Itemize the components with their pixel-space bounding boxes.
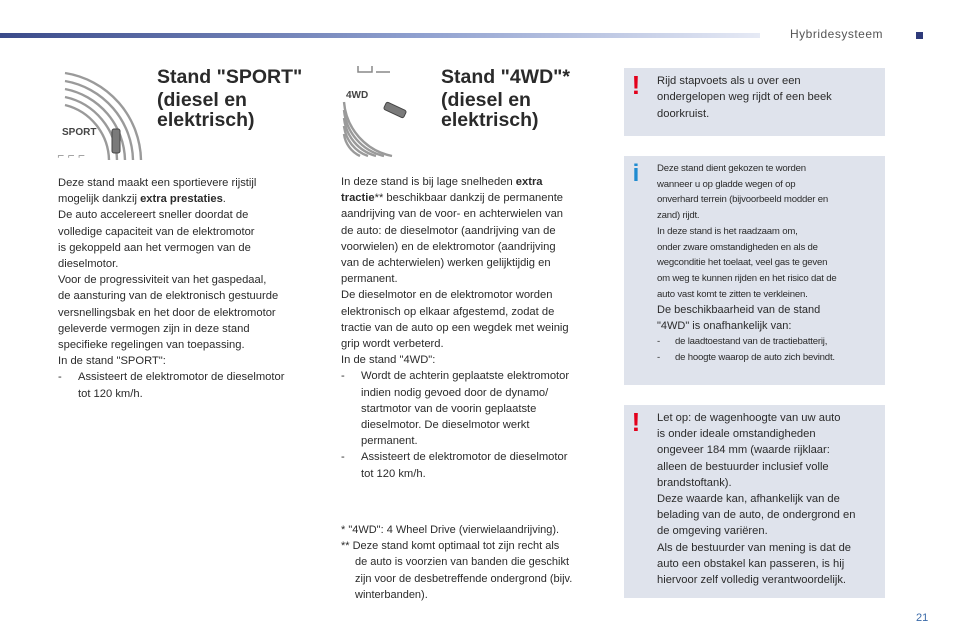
sport-title <box>157 66 302 89</box>
bullet-dash: - <box>341 370 345 383</box>
footnotes <box>341 522 606 603</box>
bold-term: tractie <box>341 192 375 205</box>
text-run: . <box>222 193 226 206</box>
text-line: zand) rijdt. <box>657 210 700 222</box>
bullet-text: startmotor van de voorin geplaatste <box>361 402 537 415</box>
text-line: wegconditie het toelaat, veel gas te geven <box>657 257 828 269</box>
warning-note-ground-clearance <box>624 405 885 598</box>
text-line: belading van de auto, de ondergrond en <box>657 509 856 522</box>
text-line: tractie van de auto op een wegdek met weinig <box>341 321 569 334</box>
text-line: aandrijving van de voor- en achterwielen van <box>341 208 564 221</box>
text-line <box>341 190 606 206</box>
warning-text <box>657 73 879 122</box>
svg-text:⌐ ⌐ ⌐: ⌐ ⌐ ⌐ <box>57 152 86 160</box>
bullet-text: Wordt de achterin geplaatste elektromotor <box>361 370 570 383</box>
text-run: ** beschikbaar dankzij de permanente <box>374 192 564 205</box>
info-icon: i <box>632 160 640 187</box>
bullet-dash: - <box>657 336 660 348</box>
text-line: In deze stand is het raadzaam om, <box>657 225 798 237</box>
footnote-traction-line: winterbanden). <box>355 588 428 601</box>
footnote-traction: ** Deze stand komt optimaal tot zijn recht als <box>341 540 560 553</box>
text-line: volledige capaciteit van de elektromotor <box>58 225 255 238</box>
4wd-title-line1: Stand "4WD"* <box>441 66 570 88</box>
text-line: "4WD" is onafhankelijk van: <box>657 320 792 333</box>
text-line: onder zware omstandigheden en als de <box>657 241 818 253</box>
text-line: Deze stand dient gekozen te worden <box>657 163 806 174</box>
text-line: wanneer u op gladde wegen of op <box>657 178 796 190</box>
4wd-title-line2: (diesel en <box>441 89 531 111</box>
page-number: 21 <box>916 612 929 624</box>
bold-term: extra prestaties <box>140 193 223 206</box>
bullet-text: tot 120 km/h. <box>361 467 426 480</box>
sport-title-line1: Stand "SPORT" <box>157 66 303 88</box>
text-line: permanent. <box>341 273 398 286</box>
bullet-text: indien nodig gevoed door de dynamo/ <box>361 386 549 399</box>
text-line: In de stand "SPORT": <box>58 355 166 368</box>
4wd-description <box>341 174 606 482</box>
bold-term: extra <box>515 176 543 188</box>
text-line: dieselmotor. <box>58 258 119 271</box>
sport-title-line2: (diesel en <box>157 89 247 111</box>
4wd-dial-label: 4WD <box>346 90 369 101</box>
text-line: auto vast komt te zitten te verkleinen. <box>657 288 808 300</box>
text-line: Let op: de wagenhoogte van uw auto <box>657 412 841 424</box>
warning-note-flooded-road <box>624 68 885 136</box>
bullet-text: Assisteert de elektromotor de dieselmotor <box>78 371 285 384</box>
text-line <box>341 174 606 190</box>
bullet-text: Assisteert de elektromotor de dieselmotor <box>361 451 568 464</box>
text-line: Rijd stapvoets als u over een <box>657 75 801 87</box>
text-line: ondergelopen weg rijdt of een beek <box>657 91 832 104</box>
bullet-dash: - <box>657 352 660 364</box>
warning-icon: ! <box>631 70 641 100</box>
4wd-title-line3: elektrisch) <box>441 109 539 131</box>
sport-title-line3: elektrisch) <box>157 109 255 131</box>
sport-dial-label: SPORT <box>62 127 97 138</box>
text-line: alleen de bestuurder inclusief volle <box>657 460 829 473</box>
text-line: Deze waarde kan, afhankelijk van de <box>657 493 840 506</box>
bullet-item <box>341 368 606 384</box>
bullet-text: tot 120 km/h. <box>78 387 143 400</box>
footnote-traction-line: zijn voor de desbetreffende ondergrond (bijv. <box>355 572 573 585</box>
text-line: is onder ideale omstandigheden <box>657 428 816 441</box>
info-note-4wd <box>624 156 885 385</box>
bullet-text: de laadtoestand van de tractiebatterij, <box>675 336 828 348</box>
text-line: ongeveer 184 mm (waarde rijklaar: <box>657 444 830 457</box>
text-line: versnellingsbak en het door de elektromotor <box>58 306 276 319</box>
text-run: mogelijk dankzij <box>58 193 141 206</box>
text-line: voorwielen) en de elektromotor (aandrijving <box>341 240 556 253</box>
text-line: specifieke regelingen van toepassing. <box>58 339 245 352</box>
text-line: In de stand "4WD": <box>341 354 436 367</box>
text-line <box>58 191 318 207</box>
bullet-dash: - <box>58 371 62 384</box>
text-line: doorkruist. <box>657 107 710 120</box>
text-line: elektronisch op elkaar afgestemd, zodat de <box>341 305 555 318</box>
text-run: In deze stand is bij lage snelheden <box>341 176 516 188</box>
bullet-item <box>657 350 885 366</box>
text-line: hiervoor zelf volledig verantwoordelijk. <box>657 574 847 587</box>
text-line: De auto accelereert sneller doordat de <box>58 209 249 222</box>
text-line: brandstoftank). <box>657 476 732 489</box>
text-line: Deze stand maakt een sportievere rijstijl <box>58 177 257 189</box>
sport-description <box>58 175 318 402</box>
4wd-title <box>441 66 570 89</box>
bullet-text: permanent. <box>361 435 418 448</box>
warning-icon: ! <box>631 407 641 437</box>
4wd-dial-illustration <box>340 62 430 160</box>
text-line: om weg te kunnen rijden en het risico dat de <box>657 272 837 284</box>
text-line: Als de bestuurder van mening is dat de <box>657 541 852 554</box>
text-line: de auto: de dieselmotor (aandrijving van de <box>341 224 556 237</box>
4wd-subtitle <box>441 90 539 130</box>
bullet-item <box>341 449 606 465</box>
text-line: Voor de progressiviteit van het gaspedaal, <box>58 274 267 287</box>
bullet-dash: - <box>341 451 345 464</box>
text-line: is gekoppeld aan het vermogen van de <box>58 241 251 254</box>
text-line: geleverde vermogen zijn in deze stand <box>58 322 250 335</box>
text-line: grip wordt verbeterd. <box>341 338 444 351</box>
text-line: De beschikbaarheid van de stand <box>657 304 821 317</box>
bullet-item <box>58 369 318 385</box>
sport-subtitle <box>157 90 255 130</box>
bullet-text: de hoogte waarop de auto zich bevindt. <box>675 352 835 364</box>
text-line: auto een obstakel kan passeren, is hij <box>657 557 845 570</box>
sport-dial-illustration <box>55 65 145 160</box>
warning-text <box>657 410 882 588</box>
text-line: de omgeving variëren. <box>657 525 768 538</box>
text-line: onverhard terrein (bijvoorbeeld modder en <box>657 194 828 206</box>
section-title: Hybridesysteem <box>790 27 884 41</box>
bullet-item <box>657 334 885 350</box>
footnote-4wd: * "4WD": 4 Wheel Drive (vierwielaandrijving). <box>341 524 560 536</box>
footnote-traction-line: de auto is voorzien van banden die geschikt <box>355 556 570 569</box>
header-marker <box>916 32 923 39</box>
bullet-text: dieselmotor. De dieselmotor werkt <box>361 419 530 432</box>
text-line: de aansturing van de elektronisch gestuurde <box>58 290 279 303</box>
text-line: De dieselmotor en de elektromotor worden <box>341 289 553 302</box>
header-bar <box>0 33 760 38</box>
info-text <box>657 161 885 366</box>
text-line: van de achterwielen) werken gelijktijdig en <box>341 257 551 270</box>
